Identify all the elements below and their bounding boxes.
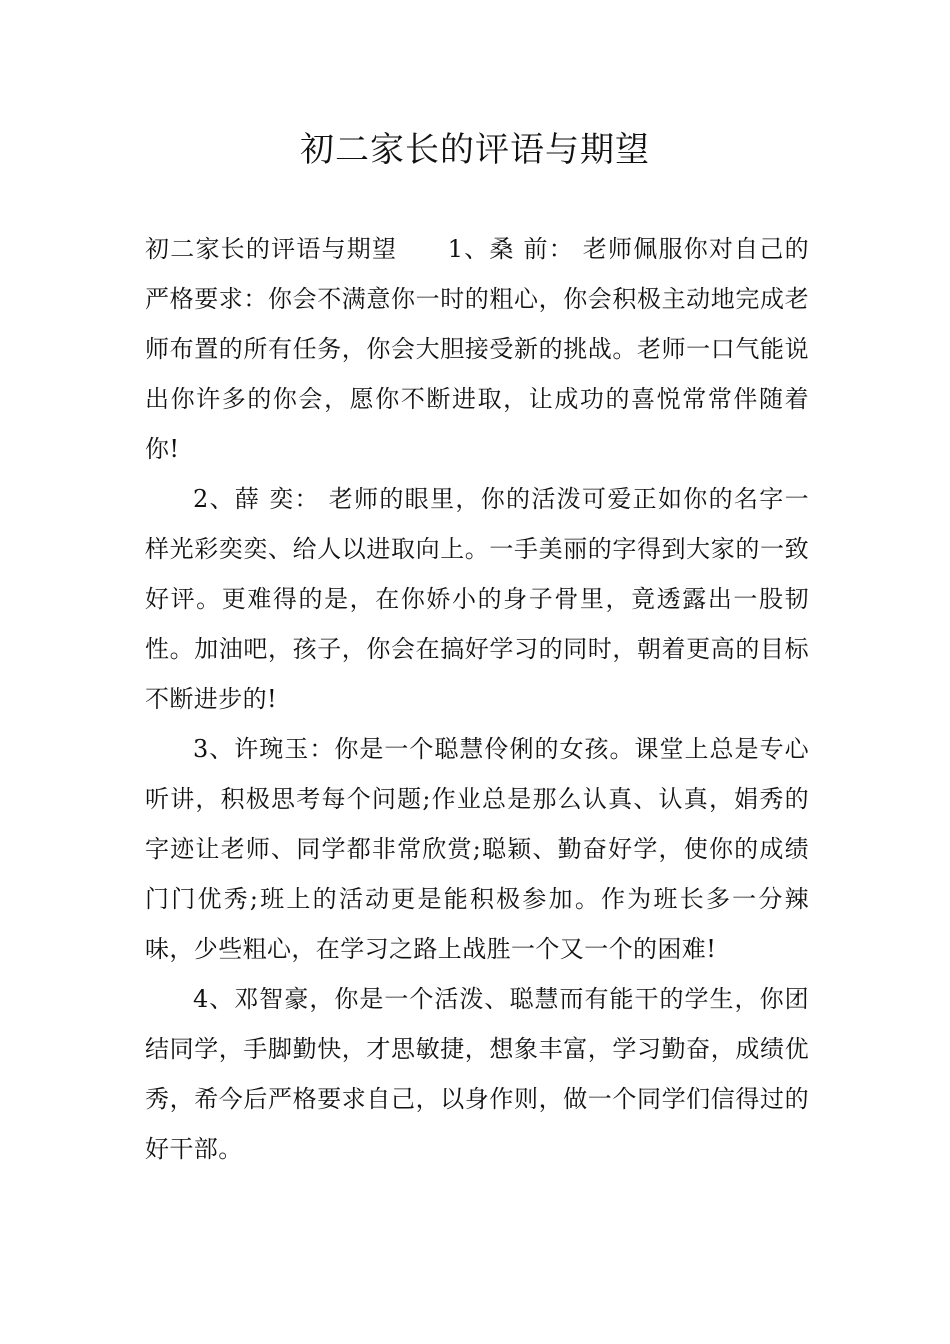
paragraph-xue-yi: 2、薛 奕： 老师的眼里，你的活泼可爱正如你的名字一样光彩奕奕、给人以进取向上。一手美丽的字得到大家的一致好评。更难得的是，在你娇小的身子骨里，竟透露出一股韧性。加油吧，孩子，你会在搞好学习的同时，朝着更高的目标不断进步的! xyxy=(145,485,809,713)
paragraph-intro-sang-qian: 初二家长的评语与期望 1、桑 前： 老师佩服你对自己的严格要求：你会不满意你一时的粗心，你会积极主动地完成老师布置的所有任务，你会大胆接受新的挑战。老师一口气能说出你许多的你会，愿你不断进取，让成功的喜悦常常伴随着你! xyxy=(145,235,809,463)
document-body xyxy=(145,224,809,1174)
document-title: 初二家长的评语与期望 xyxy=(300,130,650,170)
paragraph-deng-zhihao: 4、邓智豪，你是一个活泼、聪慧而有能干的学生，你团结同学，手脚勤快，才思敏捷，想象丰富，学习勤奋，成绩优秀，希今后严格要求自己，以身作则，做一个同学们信得过的好干部。 xyxy=(145,985,809,1163)
paragraph-xu-wanyu: 3、许琬玉：你是一个聪慧伶俐的女孩。课堂上总是专心听讲，积极思考每个问题;作业总是那么认真、认真，娟秀的字迹让老师、同学都非常欣赏;聪颖、勤奋好学，使你的成绩门门优秀;班上的活动更是能积极参加。作为班长多一分辣味，少些粗心，在学习之路上战胜一个又一个的困难! xyxy=(145,735,809,963)
